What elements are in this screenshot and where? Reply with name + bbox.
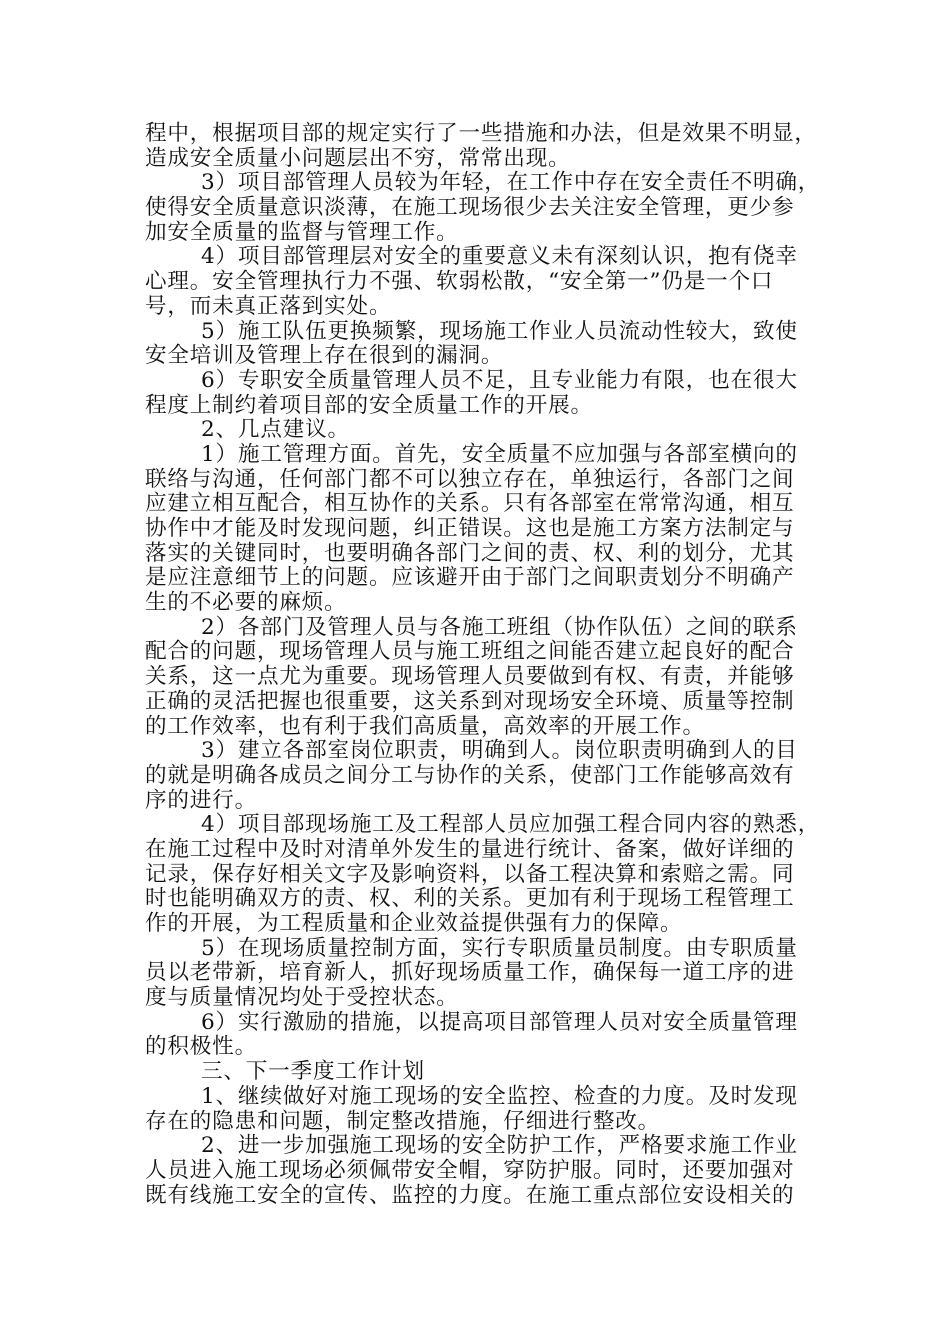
text-line: 记录，保存好相关文字及影响资料，以备工程决算和索赔之需。同 [145, 861, 795, 887]
text-line: 心理。安全管理执行力不强、软弱松散，“安全第一”仍是一个口 [145, 269, 774, 295]
text-line: 6）实行激励的措施，以提高项目部管理人员对安全质量管理 [201, 1009, 798, 1035]
text-line: 协作中才能及时发现问题，纠正错误。这也是施工方案方法制定与 [145, 516, 795, 541]
text-line: 2）各部门及管理人员与各施工班组（协作队伍）之间的联系 [201, 614, 798, 640]
text-line: 落实的关键同时，也要明确各部门之间的责、权、利的划分，尤其 [145, 540, 795, 566]
text-line: 5）在现场质量控制方面，实行专职质量员制度。由专职质量 [201, 935, 798, 961]
text-line: 安全培训及管理上存在很到的漏洞。 [145, 343, 504, 369]
text-line: 使得安全质量意识淡薄，在施工现场很少去关注安全管理，更少参 [145, 195, 795, 221]
text-line: 在施工过程中及时对清单外发生的量进行统计、备案，做好详细的 [145, 836, 795, 862]
text-line: 时也能明确双方的责、权、利的关系。更加有利于现场工程管理工 [145, 886, 795, 912]
text-line: 正确的灵活把握也很重要，这关系到对现场安全环境、质量等控制 [145, 688, 795, 714]
text-line: 程中，根据项目部的规定实行了一些措施和办法，但是效果不明显， [145, 121, 817, 146]
text-line: 4）项目部现场施工及工程部人员应加强工程合同内容的熟悉， [201, 812, 821, 838]
text-line: 应建立相互配合，相互协作的关系。只有各部室在常常沟通，相互 [145, 491, 795, 517]
text-line: 的工作效率，也有利于我们高质量，高效率的开展工作。 [145, 713, 705, 739]
text-line: 2、几点建议。 [201, 417, 350, 443]
text-line: 存在的隐患和问题，制定整改措施，仔细进行整改。 [145, 1108, 661, 1134]
text-line: 造成安全质量小问题层出不穷，常常出现。 [145, 145, 571, 171]
text-line: 序的进行。 [145, 787, 257, 813]
text-line: 2、进一步加强施工现场的安全防护工作，严格要求施工作业 [201, 1133, 798, 1159]
text-line: 1、继续做好对施工现场的安全监控、检查的力度。及时发现 [201, 1083, 798, 1109]
text-line: 配合的问题，现场管理人员与施工班组之间能否建立起良好的配合 [145, 639, 795, 665]
text-line: 3）项目部管理人员较为年轻，在工作中存在安全责任不明确， [201, 170, 821, 196]
text-line: 6）专职安全质量管理人员不足，且专业能力有限，也在很大 [201, 367, 798, 393]
text-line: 4）项目部管理层对安全的重要意义未有深刻认识，抱有侥幸 [201, 244, 798, 270]
text-line: 的积极性。 [145, 1034, 257, 1060]
text-line: 联络与沟通，任何部门都不可以独立存在，单独运行，各部门之间 [145, 466, 795, 492]
text-line: 三、下一季度工作计划 [201, 1059, 425, 1085]
text-line: 加安全质量的监督与管理工作。 [145, 219, 459, 245]
text-line: 员以老带新，培育新人，抓好现场质量工作，确保每一道工序的进 [145, 960, 795, 986]
text-line: 既有线施工安全的宣传、监控的力度。在施工重点部位安设相关的 [145, 1182, 795, 1208]
text-line: 的就是明确各成员之间分工与协作的关系，使部门工作能够高效有 [145, 762, 795, 788]
text-line: 1）施工管理方面。首先，安全质量不应加强与各部室横向的 [201, 441, 798, 467]
text-line: 关系，这一点尤为重要。现场管理人员要做到有权、有责，并能够 [145, 664, 795, 690]
text-line: 生的不必要的麻烦。 [145, 590, 347, 616]
text-line: 度与质量情况均处于受控状态。 [145, 985, 459, 1011]
text-line: 5）施工队伍更换频繁，现场施工作业人员流动性较大，致使 [201, 318, 798, 344]
text-line: 3）建立各部室岗位职责，明确到人。岗位职责明确到人的目 [201, 738, 798, 764]
text-line: 是应注意细节上的问题。应该避开由于部门之间职责划分不明确产 [145, 565, 795, 591]
text-line: 人员进入施工现场必须佩带安全帽，穿防护服。同时，还要加强对 [145, 1157, 795, 1183]
text-line: 作的开展，为工程质量和企业效益提供强有力的保障。 [145, 911, 683, 936]
document-body [145, 121, 821, 1208]
text-line: 程度上制约着项目部的安全质量工作的开展。 [145, 392, 593, 418]
text-line: 号，而未真正落到实处。 [145, 293, 392, 319]
